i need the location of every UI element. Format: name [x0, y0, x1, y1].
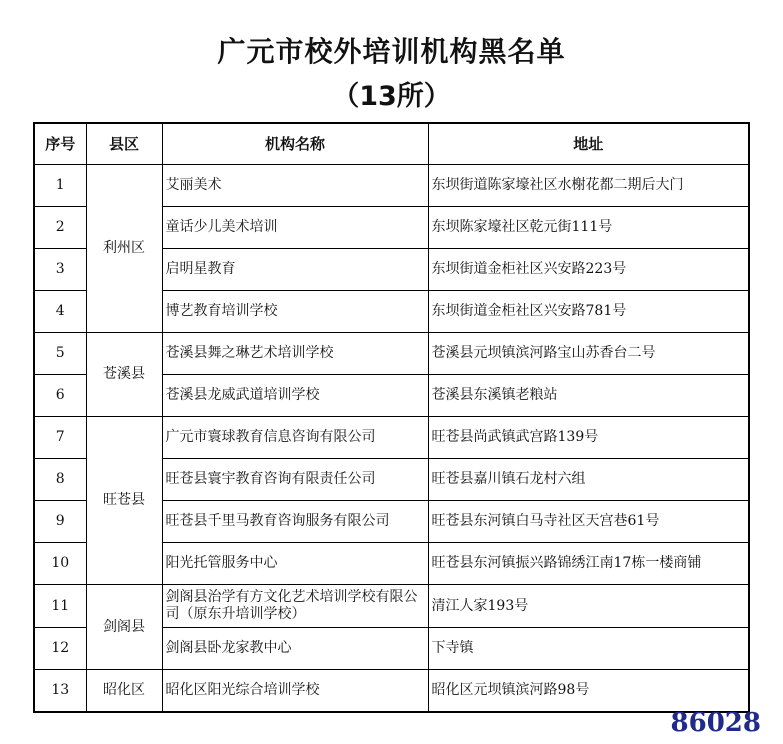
org-name: 艾丽美术: [162, 165, 428, 207]
org-name: 剑阁县卧龙家教中心: [162, 628, 428, 670]
county-cell: 苍溪县: [86, 333, 162, 417]
row-index: 4: [34, 291, 86, 333]
blacklist-table: [33, 122, 750, 713]
table-row: [34, 585, 749, 628]
county-cell: 剑阁县: [86, 585, 162, 670]
row-index: 9: [34, 501, 86, 543]
header-county: 县区: [86, 123, 162, 165]
watermark-number: 86028: [670, 708, 761, 738]
header-index: 序号: [34, 123, 86, 165]
org-address: 下寺镇: [428, 628, 749, 670]
org-address: 清江人家193号: [428, 585, 749, 628]
table-row: [34, 670, 749, 713]
org-name: 童话少儿美术培训: [162, 207, 428, 249]
org-name: 启明星教育: [162, 249, 428, 291]
row-index: 12: [34, 628, 86, 670]
org-address: 东坝街道金柜社区兴安路781号: [428, 291, 749, 333]
row-index: 13: [34, 670, 86, 713]
org-address: 东坝街道金柜社区兴安路223号: [428, 249, 749, 291]
org-address: 旺苍县东河镇白马寺社区天宫巷61号: [428, 501, 749, 543]
row-index: 2: [34, 207, 86, 249]
row-index: 1: [34, 165, 86, 207]
header-name: 机构名称: [162, 123, 428, 165]
org-name: 苍溪县龙威武道培训学校: [162, 375, 428, 417]
row-index: 7: [34, 417, 86, 459]
org-address: 东坝街道陈家壕社区水榭花都二期后大门: [428, 165, 749, 207]
row-index: 8: [34, 459, 86, 501]
table-row: [34, 333, 749, 375]
row-index: 11: [34, 585, 86, 628]
header-address: 地址: [428, 123, 749, 165]
org-address: 苍溪县元坝镇滨河路宝山苏香台二号: [428, 333, 749, 375]
org-address: 旺苍县嘉川镇石龙村六组: [428, 459, 749, 501]
org-name: 广元市寰球教育信息咨询有限公司: [162, 417, 428, 459]
county-cell: 昭化区: [86, 670, 162, 713]
org-name: 阳光托管服务中心: [162, 543, 428, 585]
org-address: 旺苍县东河镇振兴路锦绣江南17栋一楼商铺: [428, 543, 749, 585]
org-name: 旺苍县寰宇教育咨询有限责任公司: [162, 459, 428, 501]
org-name: 苍溪县舞之琳艺术培训学校: [162, 333, 428, 375]
county-cell: 旺苍县: [86, 417, 162, 585]
org-address: 东坝陈家壕社区乾元街111号: [428, 207, 749, 249]
org-address: 苍溪县东溪镇老粮站: [428, 375, 749, 417]
org-name: 博艺教育培训学校: [162, 291, 428, 333]
org-address: 旺苍县尚武镇武宫路139号: [428, 417, 749, 459]
org-name: 剑阁县治学有方文化艺术培训学校有限公司（原东升培训学校）: [162, 585, 428, 628]
row-index: 10: [34, 543, 86, 585]
county-cell: 利州区: [86, 165, 162, 333]
row-index: 3: [34, 249, 86, 291]
page-subtitle: （13所）: [332, 81, 451, 112]
table-row: [34, 165, 749, 207]
table-header-row: [34, 123, 749, 165]
org-name: 旺苍县千里马教育咨询服务有限公司: [162, 501, 428, 543]
table-row: [34, 417, 749, 459]
org-address: 昭化区元坝镇滨河路98号: [428, 670, 749, 713]
row-index: 6: [34, 375, 86, 417]
row-index: 5: [34, 333, 86, 375]
page-title: 广元市校外培训机构黑名单: [217, 35, 566, 68]
org-name: 昭化区阳光综合培训学校: [162, 670, 428, 713]
